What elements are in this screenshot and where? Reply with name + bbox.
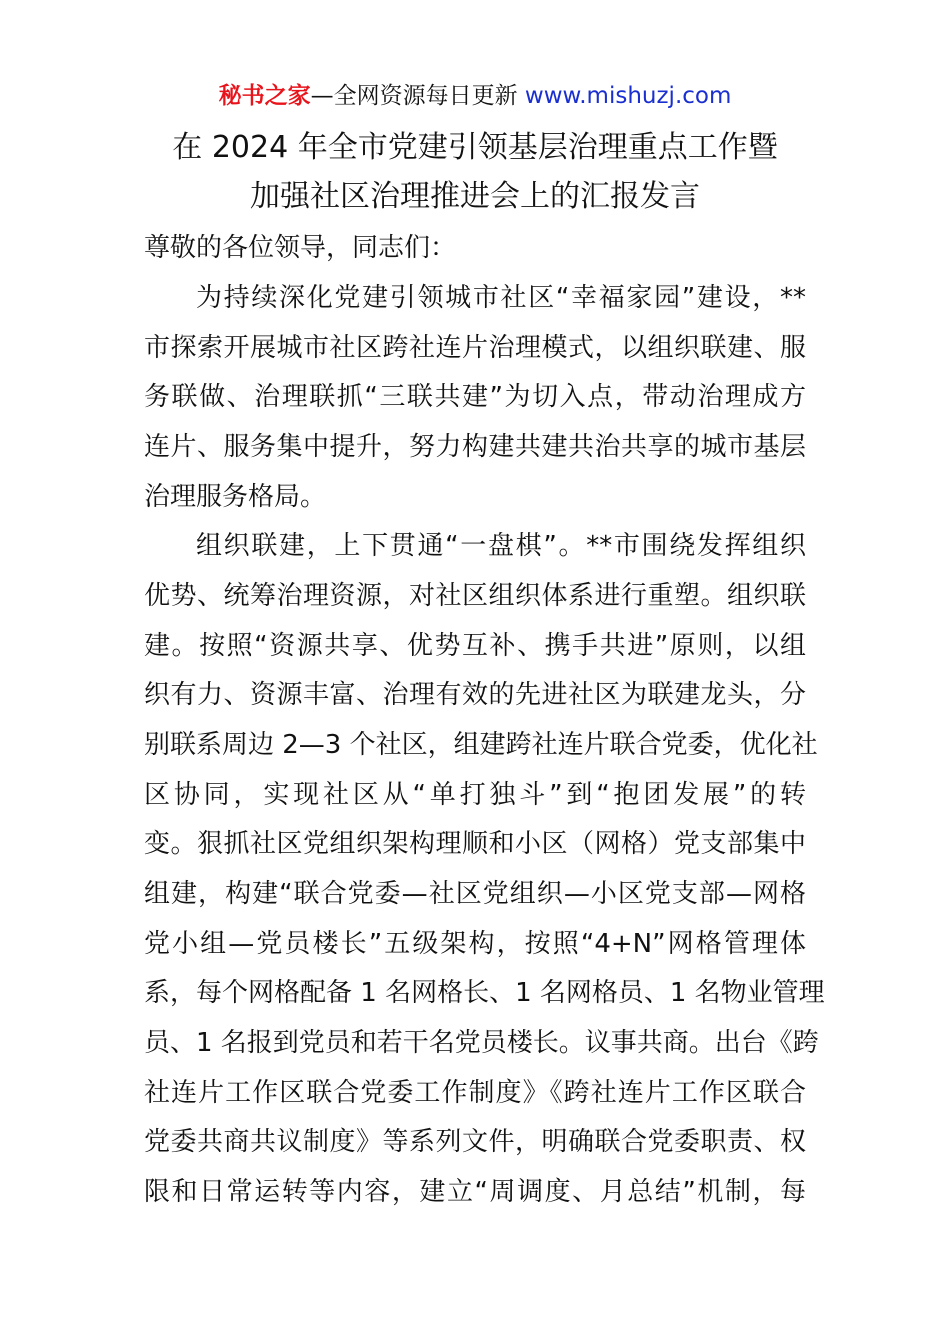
- body-line: 优势、统筹治理资源，对社区组织体系进行重塑。组织联: [144, 581, 806, 611]
- body-line: 为持续深化党建引领城市社区“幸福家园”建设，**: [196, 283, 806, 313]
- body-line: 市探索开展城市社区跨社连片治理模式，以组织联建、服: [144, 333, 806, 363]
- body-line: 组建，构建“联合党委—社区党组织—小区党支部—网格: [144, 879, 806, 909]
- body-line: 建。按照“资源共享、优势互补、携手共进”原则，以组: [144, 631, 806, 661]
- body-line: 系，每个网格配备 1 名网格长、1 名网格员、1 名物业管理: [144, 978, 825, 1008]
- site-brand: 秘书之家: [218, 83, 311, 109]
- body-line: 别联系周边 2—3 个社区，组建跨社连片联合党委，优化社: [144, 730, 818, 760]
- body-line: 变。狠抓社区党组织架构理顺和小区（网格）党支部集中: [144, 829, 806, 859]
- body-line: 治理服务格局。: [144, 482, 327, 512]
- body-line: 区协同，实现社区从“单打独斗”到“抱团发展”的转: [144, 780, 806, 810]
- body-line: 员、1 名报到党员和若干名党员楼长。议事共商。出台《跨: [144, 1028, 819, 1058]
- body-line: 组织联建，上下贯通“一盘棋”。**市围绕发挥组织: [196, 531, 806, 561]
- salutation: 尊敬的各位领导，同志们：: [144, 233, 457, 263]
- document-title-line-1: 在 2024 年全市党建引领基层治理重点工作暨: [172, 130, 778, 165]
- body-line: 连片、服务集中提升，努力构建共建共治共享的城市基层: [144, 432, 806, 462]
- document-title-line-2: 加强社区治理推进会上的汇报发言: [250, 179, 700, 214]
- body-line: 务联做、治理联抓“三联共建”为切入点，带动治理成方: [144, 382, 806, 412]
- site-url-link[interactable]: www.mishuzj.com: [524, 83, 732, 109]
- body-line: 织有力、资源丰富、治理有效的先进社区为联建龙头，分: [144, 680, 806, 710]
- body-line: 限和日常运转等内容，建立“周调度、月总结”机制，每: [144, 1177, 806, 1207]
- site-tagline: —全网资源每日更新: [310, 83, 518, 109]
- body-line: 党小组—党员楼长”五级架构，按照“4+N”网格管理体: [144, 929, 806, 959]
- body-line: 党委共商共议制度》等系列文件，明确联合党委职责、权: [144, 1127, 806, 1157]
- body-line: 社连片工作区联合党委工作制度》《跨社连片工作区联合: [144, 1078, 806, 1108]
- site-header: [0, 80, 950, 112]
